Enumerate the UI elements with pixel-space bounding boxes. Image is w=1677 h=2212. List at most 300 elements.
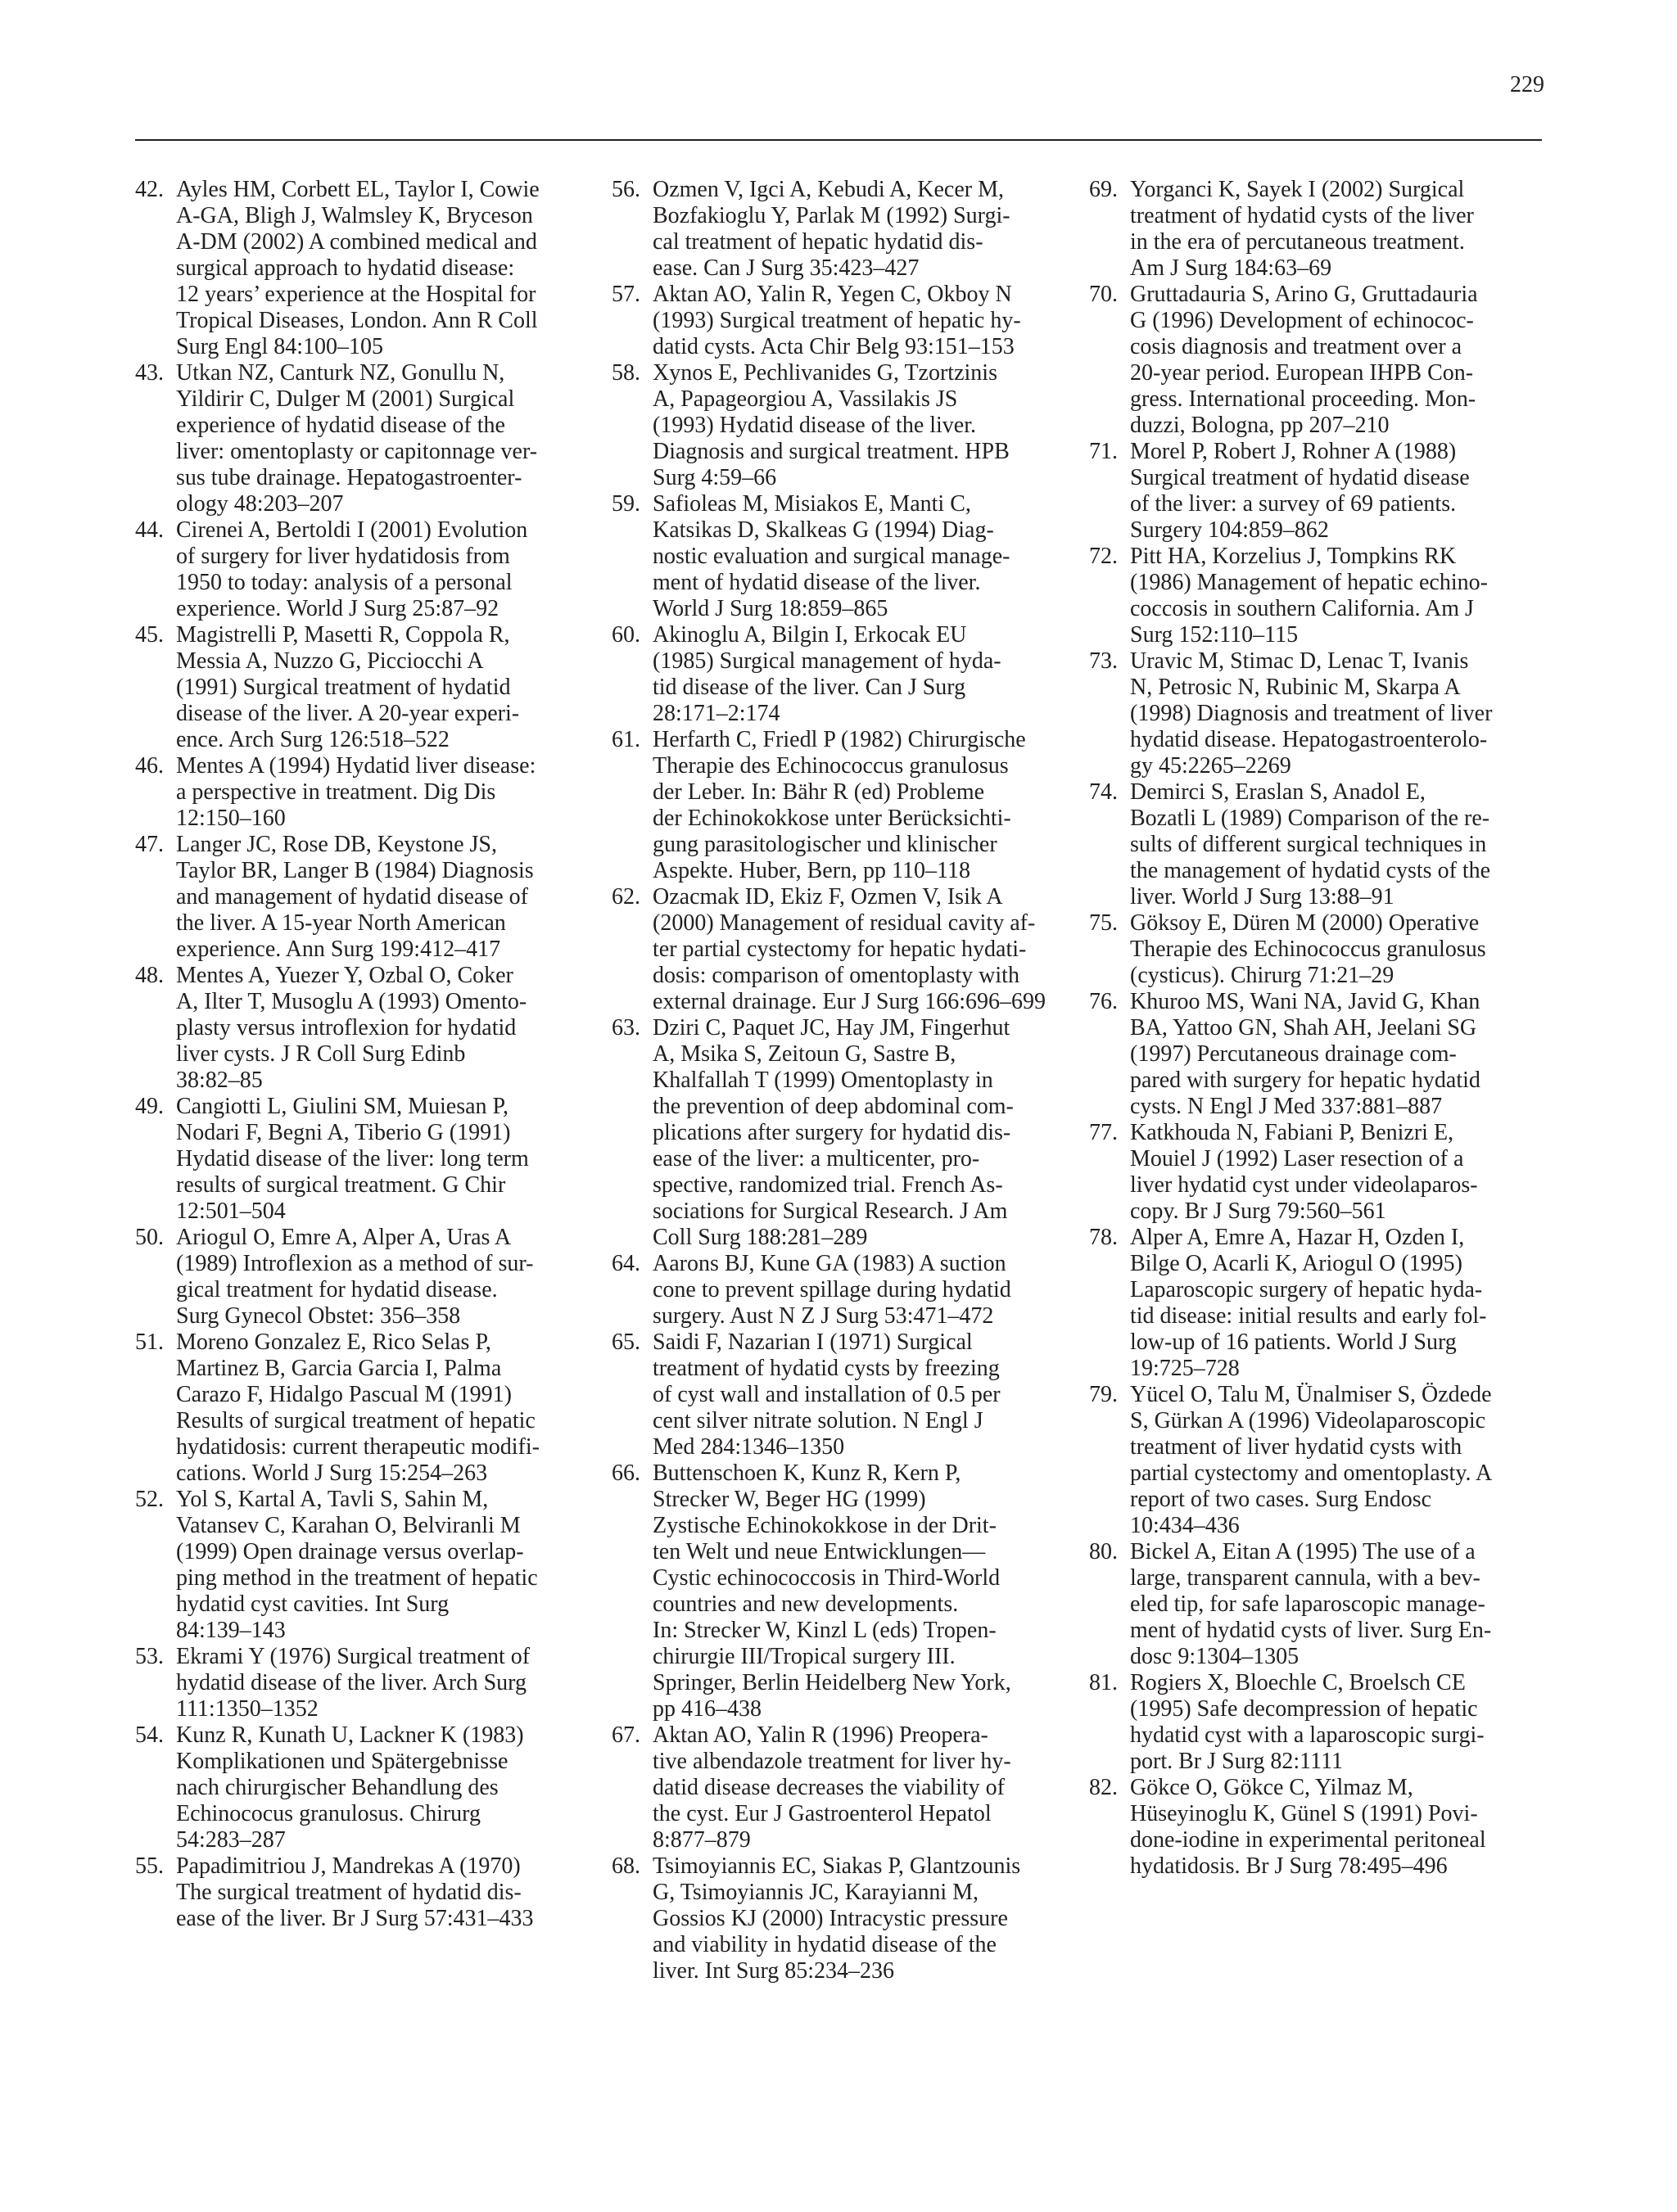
reference-line: Katsikas D, Skalkeas G (1994) Diag-: [653, 517, 994, 543]
reference-line: pp 416–438: [653, 1696, 762, 1722]
reference-line: Taylor BR, Langer B (1984) Diagnosis: [176, 858, 534, 883]
reference-line: S, Gürkan A (1996) Videolaparoscopic: [1130, 1408, 1486, 1433]
reference-number: 64.: [612, 1251, 640, 1276]
reference-line: Surg 4:59–66: [653, 465, 777, 490]
reference-text: [176, 1094, 581, 1225]
reference-line: dosc 9:1304–1305: [1130, 1644, 1300, 1669]
reference-line: 1950 to today: analysis of a personal: [176, 570, 513, 595]
reference-number: 53.: [135, 1644, 164, 1669]
reference-line: 20-year period. European IHPB Con-: [1130, 360, 1474, 386]
reference-line: Bickel A, Eitan A (1995) The use of a: [1130, 1539, 1476, 1564]
reference-line: 84:139–143: [176, 1618, 286, 1643]
reference-text: [176, 1722, 581, 1853]
reference-line: (cysticus). Chirurg 71:21–29: [1130, 963, 1394, 988]
reference-text: [653, 622, 1058, 727]
reference-line: experience. Ann Surg 199:412–417: [176, 937, 501, 962]
reference-line: 54:283–287: [176, 1827, 286, 1853]
reference-line: Tsimoyiannis EC, Siakas P, Glantzounis: [653, 1853, 1021, 1879]
reference-item: [1089, 544, 1542, 648]
reference-line: Safioleas M, Misiakos E, Manti C,: [653, 491, 971, 517]
reference-line: 111:1350–1352: [176, 1696, 319, 1722]
reference-number: 56.: [612, 177, 640, 202]
reference-text: [1130, 648, 1542, 779]
reference-line: (2000) Management of residual cavity af-: [653, 910, 1036, 936]
reference-text: [653, 727, 1058, 884]
reference-item: [612, 1015, 1058, 1251]
reference-line: ment of hydatid disease of the liver.: [653, 570, 981, 595]
reference-line: Cirenei A, Bertoldi I (2001) Evolution: [176, 517, 528, 543]
reference-text: [1130, 1120, 1542, 1225]
reference-line: sus tube drainage. Hepatogastroenter-: [176, 465, 522, 490]
reference-line: The surgical treatment of hydatid dis-: [176, 1880, 522, 1905]
reference-number: 50.: [135, 1225, 164, 1250]
reference-text: [653, 884, 1058, 1015]
reference-text: [1130, 1225, 1542, 1382]
reference-line: Hüseyinoglu K, Günel S (1991) Povi-: [1130, 1801, 1478, 1826]
reference-line: gung parasitologischer und klinischer: [653, 832, 997, 857]
header-rule: [135, 139, 1542, 141]
reference-line: Results of surgical treatment of hepatic: [176, 1408, 536, 1433]
reference-line: 19:725–728: [1130, 1356, 1240, 1381]
reference-line: cosis diagnosis and treatment over a: [1130, 334, 1462, 359]
reference-line: Cystic echinococcosis in Third-World: [653, 1565, 1001, 1591]
reference-item: [1089, 648, 1542, 779]
reference-line: results of surgical treatment. G Chir: [176, 1172, 506, 1198]
reference-number: 67.: [612, 1722, 640, 1748]
reference-item: [1089, 282, 1542, 439]
reference-line: tid disease: initial results and early fol-: [1130, 1303, 1487, 1329]
reference-line: ping method in the treatment of hepatic: [176, 1565, 538, 1591]
reference-line: Papadimitriou J, Mandrekas A (1970): [176, 1853, 521, 1879]
reference-line: disease of the liver. A 20-year experi-: [176, 701, 520, 726]
reference-number: 65.: [612, 1329, 640, 1355]
reference-line: dosis: comparison of omentoplasty with: [653, 963, 1019, 988]
reference-line: Gossios KJ (2000) Intracystic pressure: [653, 1906, 1008, 1931]
reference-item: [135, 963, 581, 1094]
reference-line: Therapie des Echinococcus granulosus: [653, 753, 1009, 779]
reference-line: der Echinokokkose unter Berücksichti-: [653, 806, 1011, 831]
reference-line: Springer, Berlin Heidelberg New York,: [653, 1670, 1011, 1695]
reference-line: Mentes A (1994) Hydatid liver disease:: [176, 753, 536, 779]
reference-line: Am J Surg 184:63–69: [1130, 255, 1332, 281]
reference-line: sociations for Surgical Research. J Am: [653, 1199, 1008, 1224]
reference-line: A-GA, Bligh J, Walmsley K, Bryceson: [176, 203, 533, 228]
reference-text: [653, 282, 1058, 360]
reference-item: [1089, 177, 1542, 282]
reference-text: [176, 517, 581, 622]
reference-column-3: [1089, 177, 1542, 1880]
reference-line: report of two cases. Surg Endosc: [1130, 1487, 1432, 1512]
reference-line: plasty versus introflexion for hydatid: [176, 1015, 517, 1041]
reference-line: tid disease of the liver. Can J Surg: [653, 675, 966, 700]
reference-line: Pitt HA, Korzelius J, Tompkins RK: [1130, 544, 1457, 569]
reference-line: experience. World J Surg 25:87–92: [176, 596, 499, 621]
reference-line: ease of the liver. Br J Surg 57:431–433: [176, 1906, 534, 1931]
reference-line: sults of different surgical techniques in: [1130, 832, 1487, 857]
reference-number: 43.: [135, 360, 164, 386]
reference-line: ence. Arch Surg 126:518–522: [176, 727, 450, 752]
reference-line: Surg 152:110–115: [1130, 622, 1299, 648]
reference-text: [176, 177, 581, 360]
reference-line: spective, randomized trial. French As-: [653, 1172, 1003, 1198]
reference-line: hydatidosis. Br J Surg 78:495–496: [1130, 1853, 1448, 1879]
reference-line: cysts. N Engl J Med 337:881–887: [1130, 1094, 1443, 1119]
reference-line: Hydatid disease of the liver: long term: [176, 1146, 529, 1171]
reference-line: external drainage. Eur J Surg 166:696–699: [653, 989, 1046, 1014]
reference-number: 78.: [1089, 1225, 1118, 1250]
reference-line: liver hydatid cyst under videolaparos-: [1130, 1172, 1478, 1198]
reference-number: 75.: [1089, 910, 1118, 936]
reference-text: [1130, 439, 1542, 544]
reference-line: gical treatment for hydatid disease.: [176, 1277, 498, 1302]
reference-line: Rogiers X, Bloechle C, Broelsch CE: [1130, 1670, 1466, 1695]
reference-line: (1986) Management of hepatic echino-: [1130, 570, 1488, 595]
reference-line: hydatidosis: current therapeutic modifi-: [176, 1434, 540, 1460]
reference-line: Göksoy E, Düren M (2000) Operative: [1130, 910, 1480, 936]
reference-number: 77.: [1089, 1120, 1118, 1145]
reference-text: [1130, 779, 1542, 910]
reference-number: 69.: [1089, 177, 1118, 202]
reference-column-1: [135, 177, 581, 1932]
reference-line: countries and new developments.: [653, 1591, 959, 1617]
reference-item: [612, 884, 1058, 1015]
reference-line: a perspective in treatment. Dig Dis: [176, 779, 496, 805]
reference-line: Langer JC, Rose DB, Keystone JS,: [176, 832, 497, 857]
reference-line: (1993) Surgical treatment of hepatic hy-: [653, 308, 1021, 333]
reference-item: [135, 753, 581, 832]
reference-line: done-iodine in experimental peritoneal: [1130, 1827, 1486, 1853]
reference-number: 68.: [612, 1853, 640, 1879]
reference-line: Magistrelli P, Masetti R, Coppola R,: [176, 622, 510, 648]
reference-line: N, Petrosic N, Rubinic M, Skarpa A: [1130, 675, 1461, 700]
reference-line: hydatid cyst with a laparoscopic surgi-: [1130, 1722, 1485, 1748]
reference-item: [612, 622, 1058, 727]
reference-item: [612, 1853, 1058, 1984]
reference-item: [1089, 910, 1542, 989]
reference-line: Med 284:1346–1350: [653, 1434, 845, 1460]
reference-text: [1130, 282, 1542, 439]
reference-number: 74.: [1089, 779, 1118, 805]
reference-line: liver cysts. J R Coll Surg Edinb: [176, 1041, 466, 1067]
reference-item: [612, 1722, 1058, 1853]
reference-number: 47.: [135, 832, 164, 857]
reference-number: 54.: [135, 1722, 164, 1748]
reference-line: A-DM (2002) A combined medical and: [176, 229, 537, 255]
reference-line: 12:150–160: [176, 806, 286, 831]
reference-text: [176, 753, 581, 832]
reference-text: [653, 177, 1058, 282]
reference-line: Carazo F, Hidalgo Pascual M (1991): [176, 1382, 512, 1407]
reference-line: BA, Yattoo GN, Shah AH, Jeelani SG: [1130, 1015, 1477, 1041]
reference-text: [176, 963, 581, 1094]
reference-line: Echinococus granulosus. Chirurg: [176, 1801, 481, 1826]
reference-item: [135, 1644, 581, 1722]
reference-text: [1130, 989, 1542, 1120]
reference-line: of cyst wall and installation of 0.5 per: [653, 1382, 1001, 1407]
reference-number: 61.: [612, 727, 640, 752]
reference-number: 46.: [135, 753, 164, 779]
reference-line: Tropical Diseases, London. Ann R Coll: [176, 308, 538, 333]
reference-item: [612, 360, 1058, 491]
reference-line: Bozfakioglu Y, Parlak M (1992) Surgi-: [653, 203, 1010, 228]
reference-item: [135, 1225, 581, 1329]
reference-line: 8:877–879: [653, 1827, 751, 1853]
reference-line: Nodari F, Begni A, Tiberio G (1991): [176, 1120, 511, 1145]
reference-text: [653, 1329, 1058, 1460]
reference-line: Mouiel J (1992) Laser resection of a: [1130, 1146, 1464, 1171]
reference-item: [1089, 1120, 1542, 1225]
reference-line: treatment of hydatid cysts of the liver: [1130, 203, 1474, 228]
reference-line: Uravic M, Stimac D, Lenac T, Ivanis: [1130, 648, 1469, 674]
reference-line: hydatid cyst cavities. Int Surg: [176, 1591, 450, 1617]
reference-number: 80.: [1089, 1539, 1118, 1564]
reference-line: A, Ilter T, Musoglu A (1993) Omento-: [176, 989, 527, 1014]
reference-line: Cangiotti L, Giulini SM, Muiesan P,: [176, 1094, 509, 1119]
reference-line: cone to prevent spillage during hydatid: [653, 1277, 1011, 1302]
reference-number: 42.: [135, 177, 164, 202]
reference-line: datid cysts. Acta Chir Belg 93:151–153: [653, 334, 1015, 359]
reference-item: [1089, 1775, 1542, 1880]
reference-line: in the era of percutaneous treatment.: [1130, 229, 1465, 255]
reference-number: 76.: [1089, 989, 1118, 1014]
reference-text: [1130, 177, 1542, 282]
reference-text: [653, 1460, 1058, 1722]
reference-line: Martinez B, Garcia Garcia I, Palma: [176, 1356, 502, 1381]
reference-line: Alper A, Emre A, Hazar H, Ozden I,: [1130, 1225, 1465, 1250]
reference-line: Aspekte. Huber, Bern, pp 110–118: [653, 858, 970, 883]
reference-number: 44.: [135, 517, 164, 543]
reference-line: Bilge O, Acarli K, Ariogul O (1995): [1130, 1251, 1462, 1276]
reference-line: experience of hydatid disease of the: [176, 413, 505, 438]
reference-line: Kunz R, Kunath U, Lackner K (1983): [176, 1722, 524, 1748]
reference-text: [653, 1251, 1058, 1329]
reference-line: Ayles HM, Corbett EL, Taylor I, Cowie: [176, 177, 540, 202]
reference-line: Dziri C, Paquet JC, Hay JM, Fingerhut: [653, 1015, 1010, 1041]
reference-text: [653, 1853, 1058, 1984]
reference-item: [135, 832, 581, 963]
reference-text: [176, 622, 581, 753]
reference-line: In: Strecker W, Kinzl L (eds) Tropen-: [653, 1618, 997, 1643]
reference-line: Coll Surg 188:281–289: [653, 1225, 868, 1250]
reference-item: [135, 1853, 581, 1932]
reference-line: tive albendazole treatment for liver hy-: [653, 1749, 1011, 1774]
reference-line: Khuroo MS, Wani NA, Javid G, Khan: [1130, 989, 1480, 1014]
reference-line: chirurgie III/Tropical surgery III.: [653, 1644, 956, 1669]
reference-item: [135, 177, 581, 360]
reference-number: 81.: [1089, 1670, 1118, 1695]
reference-line: hydatid disease of the liver. Arch Surg: [176, 1670, 527, 1695]
reference-item: [612, 282, 1058, 360]
reference-item: [1089, 1670, 1542, 1775]
reference-text: [176, 360, 581, 517]
reference-line: ment of hydatid cysts of liver. Surg En-: [1130, 1618, 1492, 1643]
reference-line: Yorganci K, Sayek I (2002) Surgical: [1130, 177, 1465, 202]
reference-text: [176, 1225, 581, 1329]
reference-number: 71.: [1089, 439, 1118, 464]
reference-number: 79.: [1089, 1382, 1118, 1407]
reference-number: 59.: [612, 491, 640, 517]
reference-line: A, Papageorgiou A, Vassilakis JS: [653, 386, 958, 412]
reference-line: (1998) Diagnosis and treatment of liver: [1130, 701, 1493, 726]
reference-line: datid disease decreases the viability of: [653, 1775, 1005, 1800]
reference-line: coccosis in southern California. Am J: [1130, 596, 1474, 621]
reference-line: der Leber. In: Bähr R (ed) Probleme: [653, 779, 985, 805]
reference-line: Laparoscopic surgery of hepatic hyda-: [1130, 1277, 1483, 1302]
reference-text: [1130, 1539, 1542, 1670]
reference-text: [1130, 544, 1542, 648]
reference-item: [612, 1329, 1058, 1460]
reference-line: Ozacmak ID, Ekiz F, Ozmen V, Isik A: [653, 884, 1003, 910]
reference-item: [612, 177, 1058, 282]
reference-line: cations. World J Surg 15:254–263: [176, 1460, 488, 1486]
reference-line: partial cystectomy and omentoplasty. A: [1130, 1460, 1493, 1486]
reference-text: [176, 1853, 581, 1932]
reference-line: (1999) Open drainage versus overlap-: [176, 1539, 524, 1564]
reference-line: copy. Br J Surg 79:560–561: [1130, 1199, 1386, 1224]
reference-item: [135, 360, 581, 517]
reference-item: [1089, 1539, 1542, 1670]
page-number: 229: [1510, 72, 1544, 97]
reference-line: of surgery for liver hydatidosis from: [176, 544, 510, 569]
reference-line: the prevention of deep abdominal com-: [653, 1094, 1014, 1119]
reference-line: Surg Gynecol Obstet: 356–358: [176, 1303, 461, 1329]
reference-text: [653, 491, 1058, 622]
reference-line: Bozatli L (1989) Comparison of the re-: [1130, 806, 1490, 831]
reference-line: Surgery 104:859–862: [1130, 517, 1329, 543]
reference-number: 72.: [1089, 544, 1118, 569]
reference-line: nach chirurgischer Behandlung des: [176, 1775, 499, 1800]
reference-line: and management of hydatid disease of: [176, 884, 528, 910]
reference-text: [1130, 1382, 1542, 1539]
reference-line: 28:171–2:174: [653, 701, 780, 726]
reference-line: gress. International proceeding. Mon-: [1130, 386, 1476, 412]
reference-item: [612, 1460, 1058, 1722]
reference-line: and viability in hydatid disease of the: [653, 1932, 997, 1957]
reference-text: [653, 360, 1058, 491]
reference-number: 60.: [612, 622, 640, 648]
reference-line: (1989) Introflexion as a method of sur-: [176, 1251, 534, 1276]
reference-line: Gökce O, Gökce C, Yilmaz M,: [1130, 1775, 1413, 1800]
reference-text: [1130, 1775, 1542, 1880]
reference-line: liver: omentoplasty or capitonnage ver-: [176, 439, 538, 464]
reference-text: [1130, 1670, 1542, 1775]
reference-number: 66.: [612, 1460, 640, 1486]
reference-line: Ekrami Y (1976) Surgical treatment of: [176, 1644, 531, 1669]
reference-line: World J Surg 18:859–865: [653, 596, 888, 621]
reference-line: ease of the liver: a multicenter, pro-: [653, 1146, 980, 1171]
reference-line: ease. Can J Surg 35:423–427: [653, 255, 920, 281]
reference-item: [1089, 439, 1542, 544]
reference-line: Komplikationen und Spätergebnisse: [176, 1749, 509, 1774]
reference-number: 73.: [1089, 648, 1118, 674]
reference-item: [1089, 989, 1542, 1120]
reference-line: cent silver nitrate solution. N Engl J: [653, 1408, 983, 1433]
reference-text: [1130, 910, 1542, 989]
reference-line: Akinoglu A, Bilgin I, Erkocak EU: [653, 622, 967, 648]
reference-number: 57.: [612, 282, 640, 307]
reference-item: [135, 1329, 581, 1487]
reference-number: 82.: [1089, 1775, 1118, 1800]
reference-line: Aktan AO, Yalin R (1996) Preopera-: [653, 1722, 988, 1748]
reference-number: 52.: [135, 1487, 164, 1512]
reference-line: port. Br J Surg 82:1111: [1130, 1749, 1344, 1774]
reference-item: [135, 1094, 581, 1225]
reference-line: ology 48:203–207: [176, 491, 344, 517]
reference-line: treatment of hydatid cysts by freezing: [653, 1356, 1000, 1381]
reference-line: Yücel O, Talu M, Ünalmiser S, Özdede: [1130, 1382, 1492, 1407]
reference-item: [1089, 779, 1542, 910]
reference-line: Gruttadauria S, Arino G, Gruttadauria: [1130, 282, 1478, 307]
reference-text: [176, 832, 581, 963]
reference-line: Ariogul O, Emre A, Alper A, Uras A: [176, 1225, 512, 1250]
reference-text: [176, 1329, 581, 1487]
reference-line: (1985) Surgical management of hyda-: [653, 648, 1001, 674]
reference-line: of the liver: a survey of 69 patients.: [1130, 491, 1457, 517]
reference-line: pared with surgery for hepatic hydatid: [1130, 1068, 1480, 1093]
reference-line: liver. World J Surg 13:88–91: [1130, 884, 1394, 910]
reference-line: 12 years’ experience at the Hospital for: [176, 282, 536, 307]
reference-line: (1995) Safe decompression of hepatic: [1130, 1696, 1478, 1722]
reference-line: 38:82–85: [176, 1068, 263, 1093]
reference-line: liver. Int Surg 85:234–236: [653, 1958, 895, 1984]
reference-line: Moreno Gonzalez E, Rico Selas P,: [176, 1329, 491, 1355]
reference-item: [1089, 1225, 1542, 1382]
reference-line: Herfarth C, Friedl P (1982) Chirurgische: [653, 727, 1026, 752]
reference-line: (1997) Percutaneous drainage com-: [1130, 1041, 1457, 1067]
reference-line: Strecker W, Beger HG (1999): [653, 1487, 926, 1512]
reference-line: ter partial cystectomy for hepatic hydati-: [653, 937, 1027, 962]
reference-line: Buttenschoen K, Kunz R, Kern P,: [653, 1460, 961, 1486]
reference-line: Khalfallah T (1999) Omentoplasty in: [653, 1068, 993, 1093]
reference-column-2: [612, 177, 1058, 1984]
reference-line: duzzi, Bologna, pp 207–210: [1130, 413, 1390, 438]
reference-line: Aktan AO, Yalin R, Yegen C, Okboy N: [653, 282, 1012, 307]
reference-line: Vatansev C, Karahan O, Belviranli M: [176, 1513, 521, 1538]
reference-line: (1993) Hydatid disease of the liver.: [653, 413, 977, 438]
reference-line: Saidi F, Nazarian I (1971) Surgical: [653, 1329, 973, 1355]
reference-number: 63.: [612, 1015, 640, 1041]
reference-item: [612, 1251, 1058, 1329]
reference-line: Morel P, Robert J, Rohner A (1988): [1130, 439, 1457, 464]
reference-line: Messia A, Nuzzo G, Picciocchi A: [176, 648, 484, 674]
reference-number: 51.: [135, 1329, 164, 1355]
reference-line: the cyst. Eur J Gastroenterol Hepatol: [653, 1801, 992, 1826]
reference-line: Utkan NZ, Canturk NZ, Gonullu N,: [176, 360, 505, 386]
reference-line: plications after surgery for hydatid dis-: [653, 1120, 1011, 1145]
reference-text: [653, 1722, 1058, 1853]
reference-line: Xynos E, Pechlivanides G, Tzortzinis: [653, 360, 997, 386]
reference-line: Surgical treatment of hydatid disease: [1130, 465, 1470, 490]
reference-line: gy 45:2265–2269: [1130, 753, 1291, 779]
reference-item: [612, 491, 1058, 622]
reference-line: ten Welt und neue Entwicklungen—: [653, 1539, 986, 1564]
reference-item: [135, 517, 581, 622]
reference-line: Therapie des Echinococcus granulosus: [1130, 937, 1486, 962]
reference-line: Yildirir C, Dulger M (2001) Surgical: [176, 386, 515, 412]
reference-text: [176, 1487, 581, 1644]
reference-line: 10:434–436: [1130, 1513, 1240, 1538]
reference-line: G (1996) Development of echinococ-: [1130, 308, 1474, 333]
reference-item: [135, 1487, 581, 1644]
reference-line: low-up of 16 patients. World J Surg: [1130, 1329, 1457, 1355]
reference-line: Mentes A, Yuezer Y, Ozbal O, Coker: [176, 963, 513, 988]
reference-line: treatment of liver hydatid cysts with: [1130, 1434, 1462, 1460]
reference-line: surgery. Aust N Z J Surg 53:471–472: [653, 1303, 994, 1329]
reference-line: (1991) Surgical treatment of hydatid: [176, 675, 511, 700]
reference-number: 48.: [135, 963, 164, 988]
reference-line: Zystische Echinokokkose in der Drit-: [653, 1513, 997, 1538]
reference-line: Surg Engl 84:100–105: [176, 334, 384, 359]
